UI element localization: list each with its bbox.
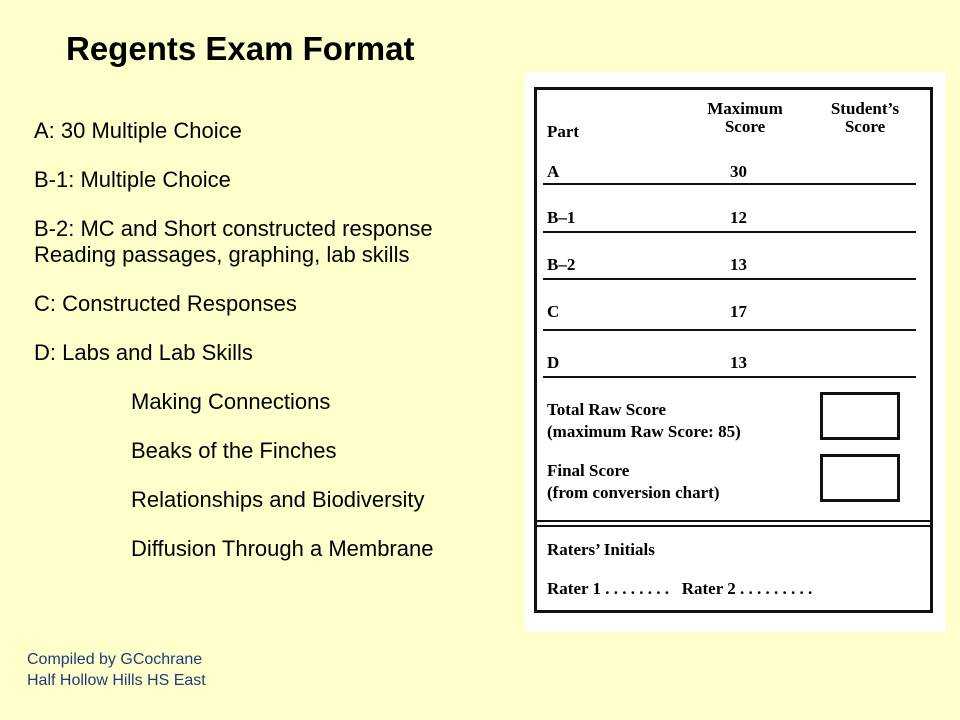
row-max-score: 13 [730,255,747,274]
header-part: Part [547,122,580,141]
bullet-subitem: Making Connections [131,389,331,414]
row-rule [543,376,916,378]
header-max-line1: Maximum [707,99,783,118]
final-line1: Final Score [547,461,630,480]
row-part-label: A [547,162,560,181]
row-max-score: 12 [730,208,747,227]
row-rule [543,329,916,331]
score-card [525,72,945,632]
bullet-item: A: 30 Multiple Choice [34,118,242,143]
total-line1: Total Raw Score [547,400,666,419]
total-line2: (maximum Raw Score: 85) [547,422,741,441]
bullet-subitem: Diffusion Through a Membrane [131,536,434,561]
bullet-item: C: Constructed Responses [34,291,297,316]
header-student-line2: Score [844,117,886,136]
header-maximum-score [690,100,800,136]
footer-line1: Compiled by GCochrane [27,651,203,668]
bullet-subitem: Relationships and Biodiversity [131,487,425,512]
row-rule [543,183,916,185]
row-max-score: 30 [730,162,747,181]
row-rule [543,231,916,233]
section-divider [534,525,933,527]
header-student-line1: Student’s [830,99,900,118]
final-score-label [547,460,719,504]
bullet-item-line: B-2: MC and Short constructed response [34,216,433,241]
row-part-label: C [547,302,560,321]
row-rule [543,278,916,280]
footer-credit [27,649,206,691]
total-raw-score-label [547,399,741,443]
bullet-item [34,216,534,268]
header-student-score [815,100,915,136]
bullet-list [34,118,534,585]
row-max-score: 17 [730,302,747,321]
page-title: Regents Exam Format [66,30,415,67]
header-max-line2: Score [724,117,766,136]
raters-line: Rater 1 . . . . . . . . Rater 2 . . . . . . . . . [547,579,813,598]
row-part-label: D [547,353,560,372]
bullet-subitem: Beaks of the Finches [131,438,337,463]
final-line2: (from conversion chart) [547,483,720,502]
bullet-item: B-1: Multiple Choice [34,167,231,192]
row-part-label: B–1 [547,208,576,227]
final-score-box[interactable] [820,454,900,502]
total-raw-score-box[interactable] [820,392,900,440]
section-divider [534,520,933,522]
bullet-item: D: Labs and Lab Skills [34,340,253,365]
row-part-label: B–2 [547,255,576,274]
bullet-item-line: Reading passages, graphing, lab skills [34,242,410,267]
raters-initials-title: Raters’ Initials [547,540,655,559]
footer-line2: Half Hollow Hills HS East [27,672,206,689]
row-max-score: 13 [730,353,747,372]
